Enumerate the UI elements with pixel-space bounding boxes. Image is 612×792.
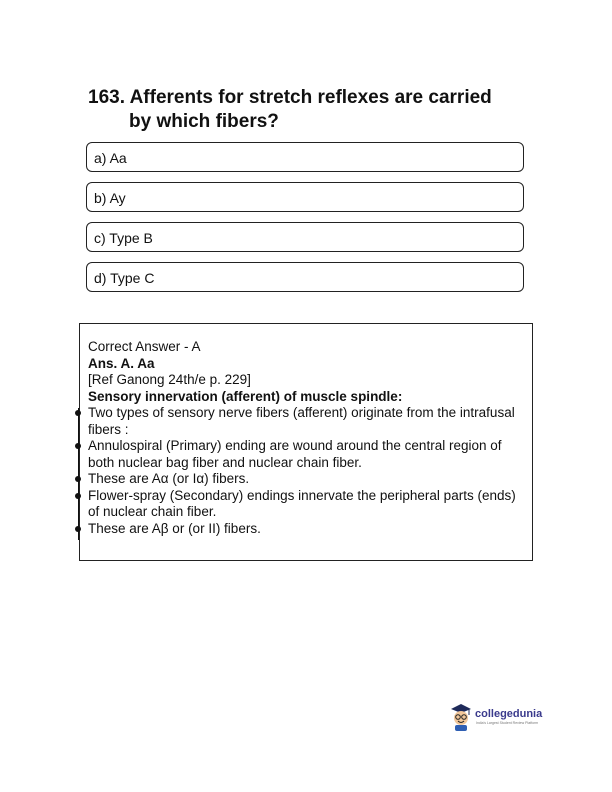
option-a[interactable]: a) Aa bbox=[86, 142, 524, 172]
list-item: These are Aα (or Iα) fibers. bbox=[88, 471, 522, 488]
graduate-mascot-icon bbox=[450, 702, 472, 732]
list-item: Annulospiral (Primary) ending are wound around the central region of both nuclear bag fiber and nuclear chain fiber. bbox=[88, 438, 522, 471]
question-number: 163. bbox=[88, 87, 125, 108]
question-text-1: Afferents for stretch reflexes are carried bbox=[129, 87, 492, 108]
question-line-1 bbox=[88, 86, 528, 110]
answer-explanation-box bbox=[79, 323, 533, 561]
question-title bbox=[88, 86, 528, 134]
question-line-2: by which fibers? bbox=[129, 111, 279, 132]
list-item: Two types of sensory nerve fibers (afferent) originate from the intrafusal fibers : bbox=[88, 405, 522, 438]
option-b[interactable]: b) Ay bbox=[86, 182, 524, 212]
answer-label: Ans. A. Aa bbox=[88, 355, 155, 371]
logo-brand-text: collegedunia bbox=[475, 708, 543, 720]
correct-answer-text: Correct Answer - A bbox=[88, 339, 201, 354]
option-d[interactable]: d) Type C bbox=[86, 262, 524, 292]
bullet-divider-line bbox=[78, 408, 79, 540]
option-c[interactable]: c) Type B bbox=[86, 222, 524, 252]
reference-text: [Ref Ganong 24th/e p. 229] bbox=[88, 372, 251, 387]
section-heading: Sensory innervation (afferent) of muscle spindle: bbox=[88, 388, 403, 404]
list-item: Flower-spray (Secondary) endings innervate the peripheral parts (ends) of nuclear chain fiber. bbox=[88, 488, 522, 521]
logo-tagline: India's Largest Student Review Platform bbox=[476, 721, 539, 725]
list-item: These are Aβ or (or II) fibers. bbox=[88, 521, 522, 538]
collegedunia-logo bbox=[450, 702, 550, 734]
explanation-list bbox=[88, 405, 522, 537]
